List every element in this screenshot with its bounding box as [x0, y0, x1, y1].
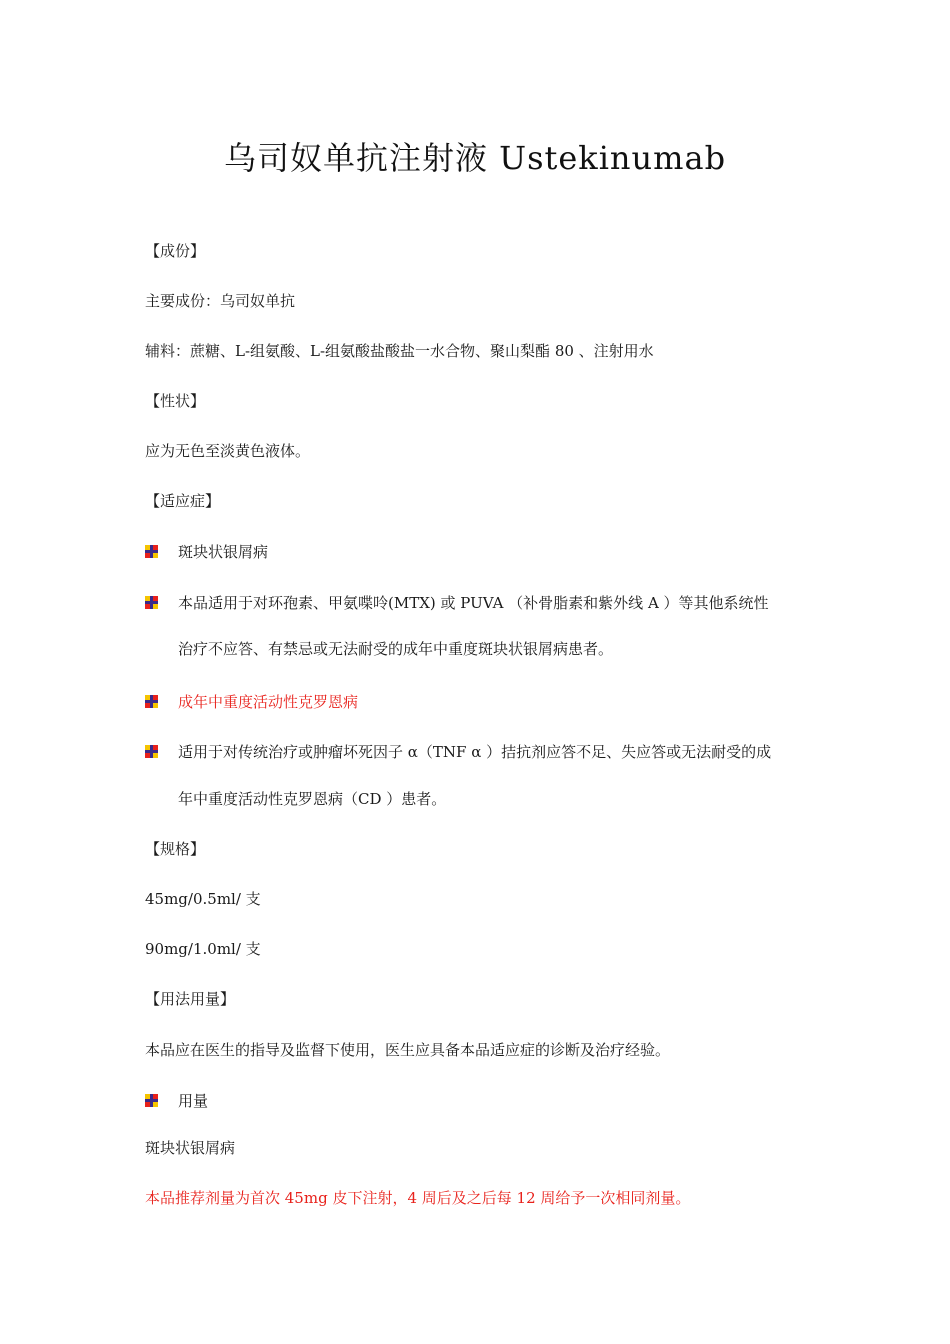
indication-item: 本品适用于对环孢素、甲氨喋呤(MTX) 或 PUVA （补骨脂素和紫外线 A ）等其他系统性: [178, 594, 769, 612]
indications-heading: 【适应症】: [145, 492, 221, 510]
dosage-bullet: 用量: [178, 1092, 209, 1110]
bullet-icon: [145, 695, 158, 708]
appearance-text: 应为无色至淡黄色液体。: [145, 442, 311, 460]
dosage-subheading: 斑块状银屑病: [145, 1139, 236, 1157]
indication-item: 成年中重度活动性克罗恩病: [178, 693, 359, 711]
bullet-icon: [145, 1094, 158, 1107]
indication-item-continuation: 治疗不应答、有禁忌或无法耐受的成年中重度斑块状银屑病患者。: [178, 640, 614, 658]
indication-item-continuation: 年中重度活动性克罗恩病（CD ）患者。: [178, 790, 447, 808]
dosage-heading: 【用法用量】: [145, 990, 236, 1008]
excipients: 辅料：蔗糖、L-组氨酸、L-组氨酸盐酸盐一水合物、聚山梨酯 80 、注射用水: [145, 342, 654, 360]
composition-heading: 【成份】: [145, 242, 206, 260]
page-title: 乌司奴单抗注射液 Ustekinumab: [223, 139, 727, 177]
dosage-recommendation: 本品推荐剂量为首次 45mg 皮下注射，4 周后及之后每 12 周给予一次相同剂量。: [145, 1189, 691, 1207]
appearance-heading: 【性状】: [145, 392, 206, 410]
specification-item: 90mg/1.0ml/ 支: [145, 940, 261, 958]
bullet-icon: [145, 545, 158, 558]
bullet-icon: [145, 745, 158, 758]
specification-heading: 【规格】: [145, 840, 206, 858]
specification-item: 45mg/0.5ml/ 支: [145, 890, 261, 908]
dosage-intro: 本品应在医生的指导及监督下使用，医生应具备本品适应症的诊断及治疗经验。: [145, 1041, 671, 1059]
main-ingredient: 主要成份：乌司奴单抗: [145, 292, 296, 310]
indication-item: 适用于对传统治疗或肿瘤坏死因子 α（TNF α ）拮抗剂应答不足、失应答或无法耐受的成: [178, 743, 772, 761]
indication-item: 斑块状银屑病: [178, 543, 269, 561]
bullet-icon: [145, 596, 158, 609]
